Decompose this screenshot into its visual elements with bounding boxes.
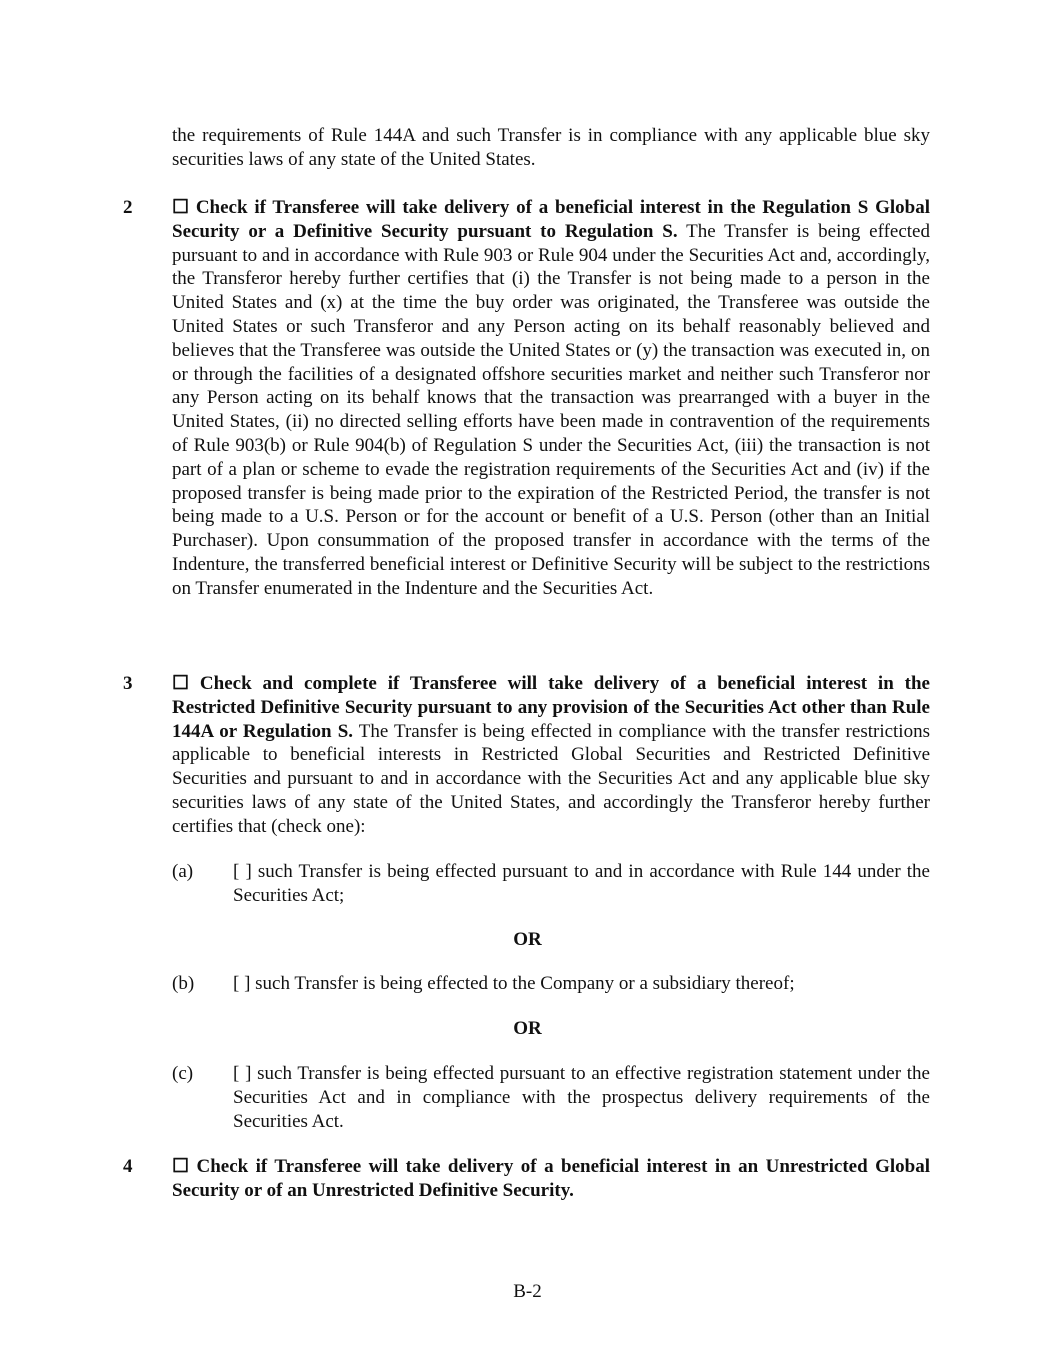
item-number: 3 bbox=[123, 673, 133, 694]
subitem-text: [ ] such Transfer is being effected to the Company or a subsidiary thereof; bbox=[233, 973, 795, 994]
item-lead-text: ☐ Check if Transferee will take delivery of a beneficial interest in the Regulation S Global Security or a Definitive Security pursuant to Regulation S. bbox=[172, 197, 930, 242]
item-text: The Transfer is being effected in compliance with the transfer restrictions applicable to beneficial interests in Restricted Global Securities and Restricted Definitive Securities and pursuant to and in accordance with the Securities Act and any applicable blue sky securities laws of any state of the United States, and accordingly the Transferor hereby further certifies that (check one): bbox=[172, 720, 930, 837]
item-body bbox=[172, 196, 930, 601]
subitem-text: [ ] such Transfer is being effected pursuant to and in accordance with Rule 144 under the Securities Act; bbox=[233, 861, 930, 906]
item-number: 2 bbox=[123, 197, 133, 218]
subitem-label: (a) bbox=[172, 861, 194, 882]
or-separator: OR bbox=[513, 929, 542, 950]
subitem-label: (b) bbox=[172, 973, 195, 994]
continuation-paragraph: the requirements of Rule 144A and such Transfer is in compliance with any applicable blue sky securities laws of any state of the United States. bbox=[172, 125, 930, 170]
subitem-text: [ ] such Transfer is being effected pursuant to an effective registration statement under the Securities Act and in compliance with the prospectus delivery requirements of the Securities Act. bbox=[233, 1063, 930, 1132]
subitem-label: (c) bbox=[172, 1063, 194, 1084]
or-separator: OR bbox=[513, 1018, 542, 1039]
item-lead-text: ☐ Check and complete if Transferee will take delivery of a beneficial interest in the Restricted Definitive Security pursuant to any provision of the Securities Act other than Rule 144A or Regulation S. bbox=[172, 673, 930, 742]
page-number: B-2 bbox=[513, 1281, 542, 1302]
item-text: The Transfer is being effected pursuant to and in accordance with Rule 903 or Rule 904 under the Securities Act and, accordingly, the Transferor hereby further certifies that (i) the Transfer is not being made to a person in the United States and (x) at the time the buy order was originated, the Transferee was outside the United States or such Transferor and any Person acting on its behalf reasonably believed and believes that the Transferee was outside the United States or (y) the transaction was executed in, on or through the facilities of a designated offshore securities market and neither such Transferor nor any Person acting on its behalf knows that the transaction was prearranged with a buyer in the United States, (ii) no directed selling efforts have been made in contravention of the requirements of Rule 903(b) or Rule 904(b) of Regulation S under the Securities Act, (iii) the transaction is not part of a plan or scheme to evade the registration requirements of the Securities Act and (iv) if the proposed transfer is being made prior to the expiration of the Restricted Period, the transfer is not being made to a U.S. Person or for the account or benefit of a U.S. Person (other than an Initial Purchaser). Upon consummation of the proposed transfer in accordance with the terms of the Indenture, the transferred beneficial interest or Definitive Security will be subject to the restrictions on Transfer enumerated in the Indenture and the Securities Act. bbox=[172, 220, 930, 599]
item-body bbox=[172, 1155, 930, 1203]
item-number: 4 bbox=[123, 1156, 133, 1177]
item-body bbox=[172, 672, 930, 839]
item-lead-text: ☐ Check if Transferee will take delivery of a beneficial interest in an Unrestricted Global Security or of an Unrestricted Definitive Security. bbox=[172, 1156, 930, 1201]
